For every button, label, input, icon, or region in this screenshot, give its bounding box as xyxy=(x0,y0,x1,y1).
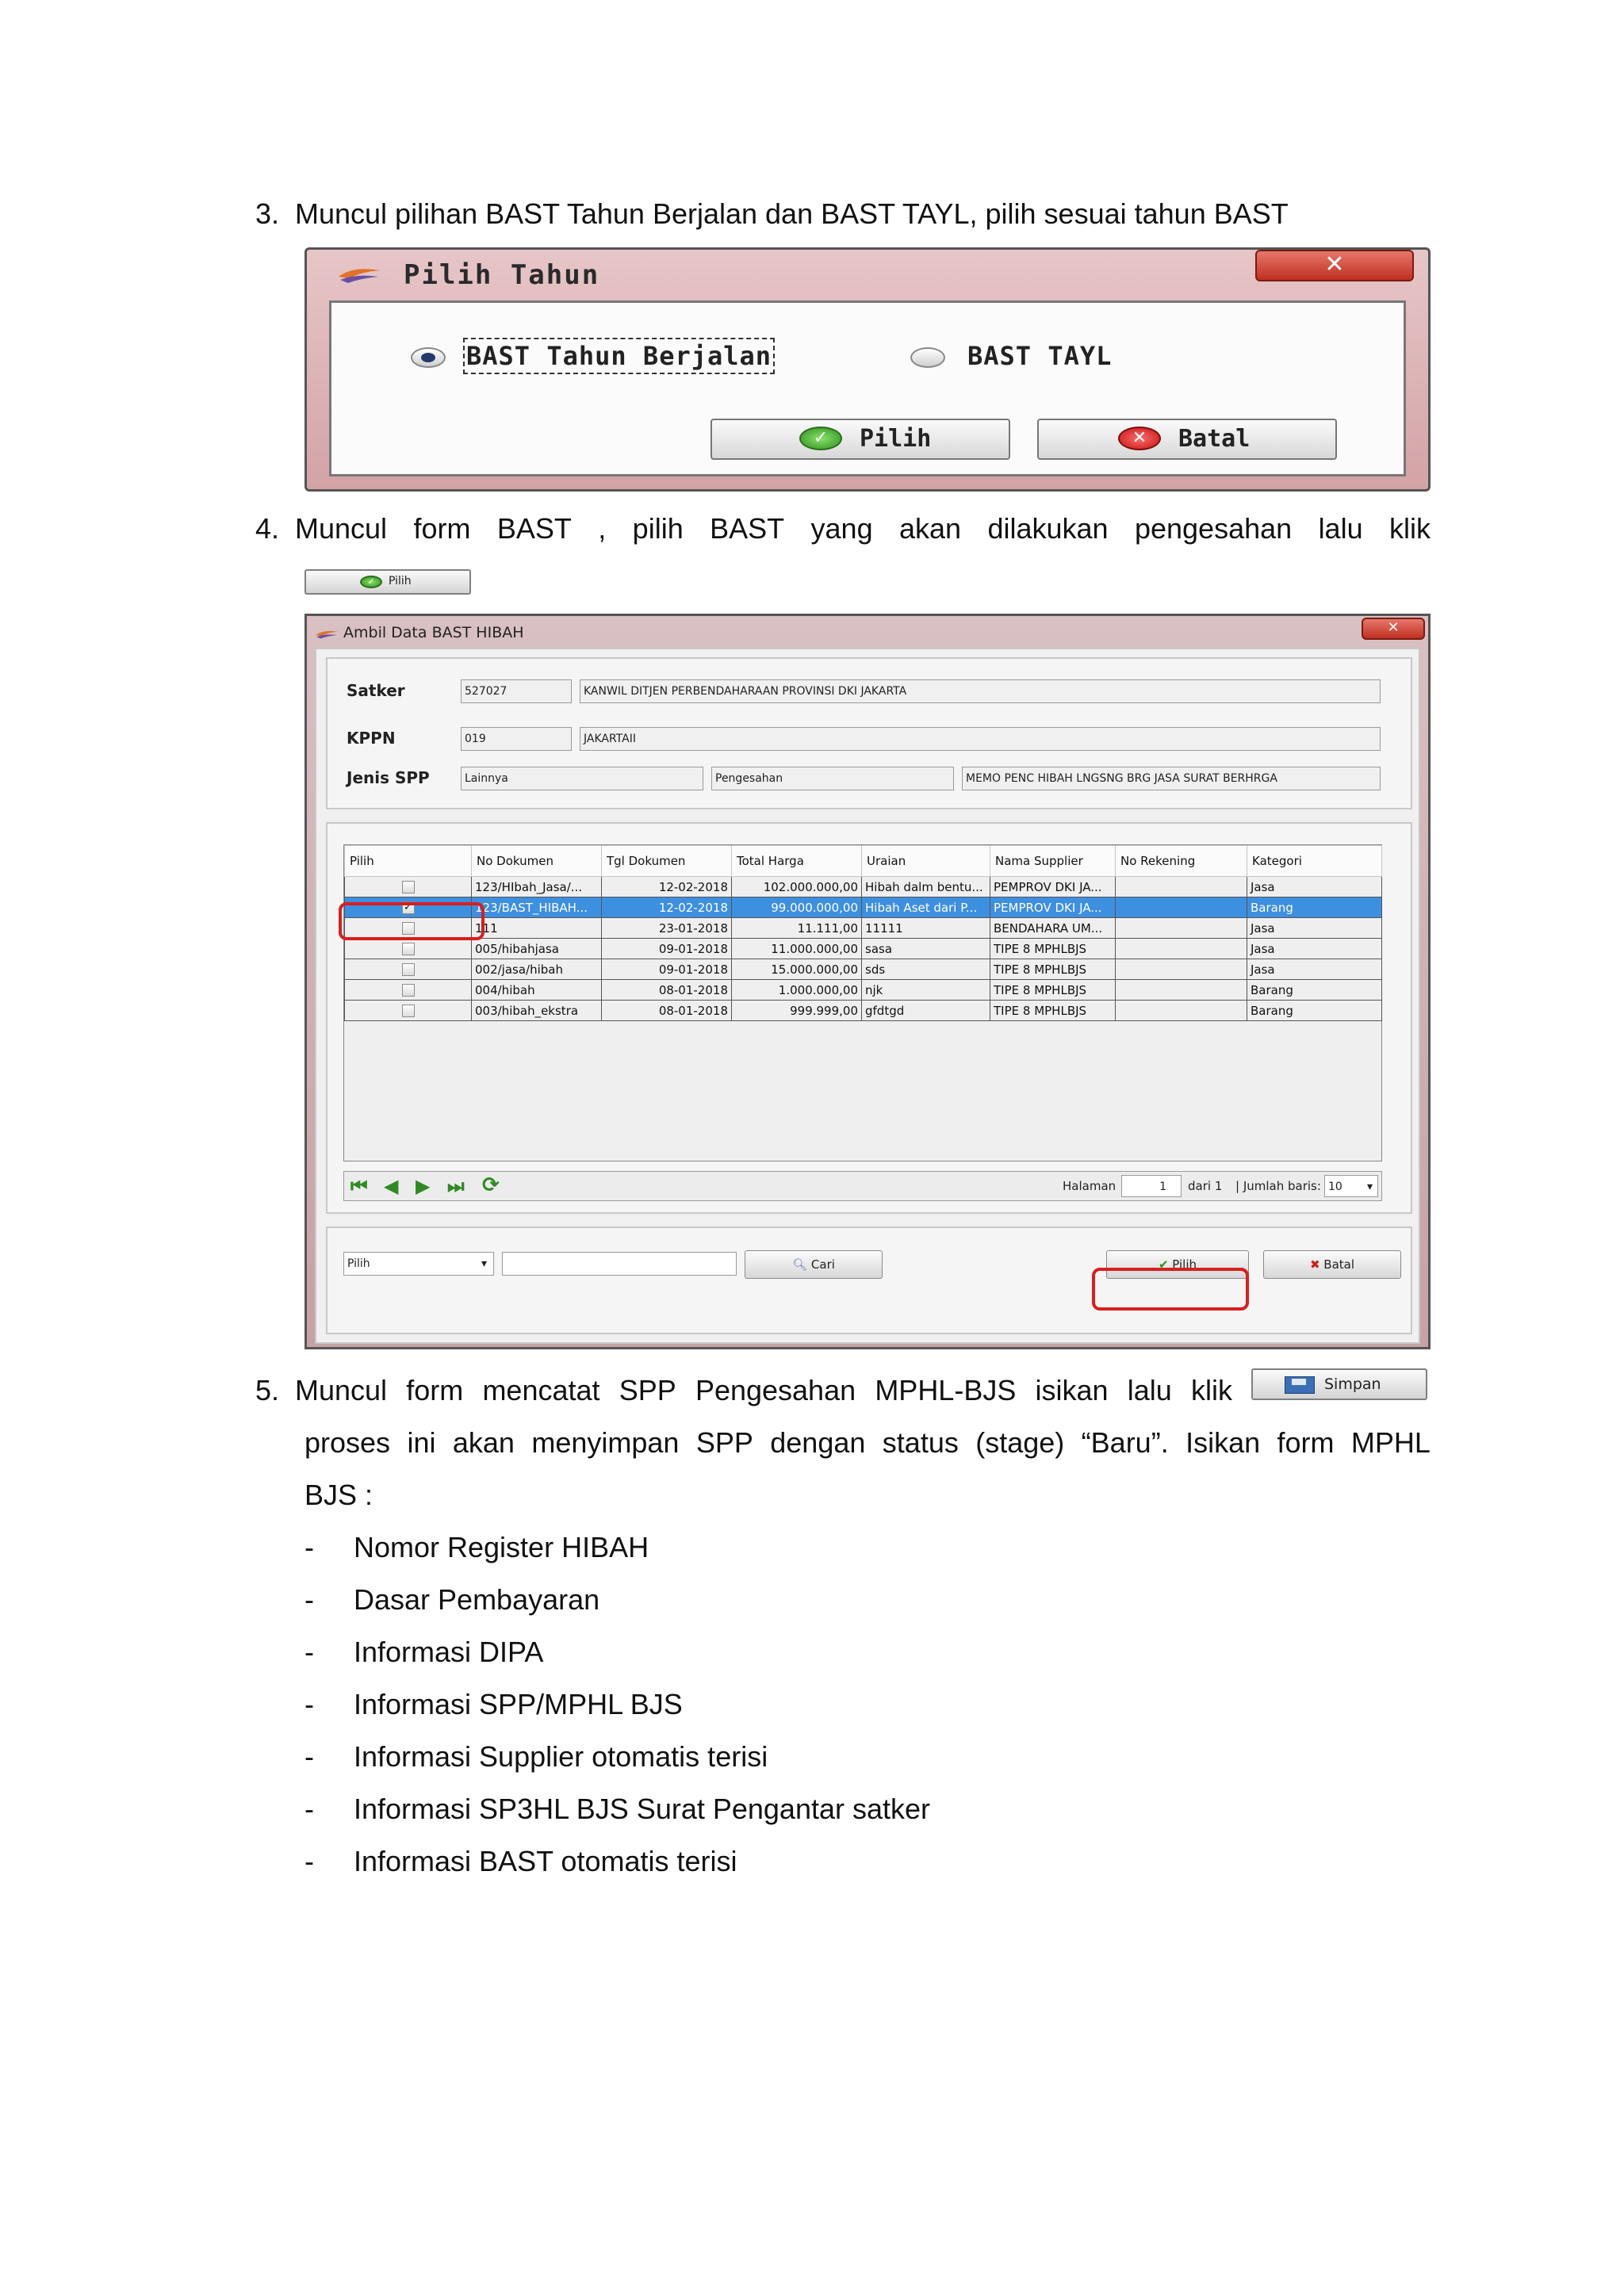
field-satker-name: KANWIL DITJEN PERBENDAHARAAN PROVINSI DKI JAKARTA xyxy=(580,679,1381,703)
batal-button[interactable] xyxy=(1037,419,1337,460)
field-satker-code: 527027 xyxy=(461,679,572,703)
highlight-pilih-button xyxy=(1092,1268,1249,1311)
dari-label: dari 1 xyxy=(1188,1179,1223,1193)
field-jenis-spp-1: Lainnya xyxy=(461,767,703,790)
close-icon: ✕ xyxy=(1324,251,1345,278)
table-row[interactable]: 123/HIbah_Jasa/... 12-02-2018 102.000.000,00 Hibah dalm bentu... PEMPROV DKI JA... Jasa xyxy=(345,877,1382,897)
filter-select-value: Pilih xyxy=(347,1257,370,1270)
pager-bar xyxy=(343,1171,1382,1201)
table-row[interactable]: 002/jasa/hibah 09-01-2018 15.000.000,00 sds TIPE 8 MPHLBJS Jasa xyxy=(345,959,1382,980)
bast-table xyxy=(344,845,1382,1021)
info-panel xyxy=(326,657,1412,809)
ambil-data-bast-dialog xyxy=(304,614,1431,1349)
next-page-icon[interactable]: ▶ xyxy=(416,1175,431,1197)
dialog-title: Ambil Data BAST HIBAH xyxy=(343,624,524,641)
field-jenis-spp-3: MEMO PENC HIBAH LNGSNG BRG JASA SURAT BERHRGA xyxy=(962,767,1381,790)
filter-select[interactable] xyxy=(343,1252,494,1276)
table-panel xyxy=(326,822,1412,1214)
search-icon: 🔍︎ xyxy=(792,1257,811,1272)
step-4-text: Muncul form BAST , pilih BAST yang akan dilakukan pengesahan lalu klik xyxy=(295,512,1431,545)
chevron-down-icon: ▾ xyxy=(481,1257,487,1270)
inline-pilih-label: Pilih xyxy=(389,575,412,587)
dialog-body xyxy=(315,648,1420,1344)
check-icon: ✔ xyxy=(1158,1257,1173,1272)
check-icon: ✓ xyxy=(799,427,842,450)
save-icon xyxy=(1285,1376,1315,1394)
batal-button-label: Batal xyxy=(1178,425,1251,453)
field-kppn-name: JAKARTAII xyxy=(580,727,1381,751)
prev-page-icon[interactable]: ◀ xyxy=(384,1175,399,1197)
step-3-text: Muncul pilihan BAST Tahun Berjalan dan BAST TAYL, pilih sesuai tahun BAST xyxy=(295,197,1289,230)
step-4-number: 4. xyxy=(255,512,280,545)
inline-simpan-button xyxy=(1251,1368,1427,1400)
radio-bast-tahun-berjalan[interactable] xyxy=(411,347,446,368)
close-button[interactable] xyxy=(1255,250,1414,281)
col-no-dokumen[interactable]: No Dokumen xyxy=(472,846,602,877)
step-5-number: 5. xyxy=(255,1374,280,1406)
halaman-input[interactable]: 1 xyxy=(1121,1175,1182,1197)
jumlah-baris-value: 10 xyxy=(1328,1181,1342,1193)
col-uraian[interactable]: Uraian xyxy=(862,846,990,877)
radio-label-bast-tahun-berjalan[interactable]: BAST Tahun Berjalan xyxy=(466,341,772,371)
pilih-button-label: Pilih xyxy=(860,425,932,453)
col-kategori[interactable]: Kategori xyxy=(1247,846,1382,877)
dialog-body xyxy=(329,300,1406,476)
last-page-icon[interactable]: ⏭ xyxy=(447,1175,465,1197)
row-checkbox[interactable] xyxy=(402,963,415,976)
check-icon: ✓ xyxy=(360,576,382,588)
table-row-selected[interactable]: ✓ 123/BAST_HIBAH... 12-02-2018 99.000.000,00 Hibah Aset dari P... PEMPROV DKI JA... Barang xyxy=(345,897,1382,918)
step-5-line-2: proses ini akan menyimpan SPP dengan status (stage) “Baru”. Isikan form MPHL xyxy=(304,1426,1431,1459)
inline-simpan-label: Simpan xyxy=(1324,1376,1381,1393)
radio-label-bast-tayl[interactable]: BAST TAYL xyxy=(967,341,1113,371)
cari-label: Cari xyxy=(810,1257,835,1272)
table-header xyxy=(345,846,1382,877)
refresh-icon[interactable]: ⟳ xyxy=(482,1173,500,1197)
row-checkbox[interactable] xyxy=(402,943,415,955)
action-panel xyxy=(326,1226,1412,1334)
label-kppn: KPPN xyxy=(347,729,396,748)
batal-button[interactable] xyxy=(1263,1250,1401,1279)
field-jenis-spp-2: Pengesahan xyxy=(711,767,954,790)
cancel-icon: ✕ xyxy=(1118,427,1161,450)
col-tgl-dokumen[interactable]: Tgl Dokumen xyxy=(602,846,732,877)
step-5-line-1: Muncul form mencatat SPP Pengesahan MPHL-BJS isikan lalu klik xyxy=(295,1374,1232,1406)
cari-button[interactable] xyxy=(745,1250,883,1279)
row-checkbox-checked[interactable]: ✓ xyxy=(402,901,415,914)
search-input[interactable] xyxy=(502,1252,737,1276)
label-jenis-spp: Jenis SPP xyxy=(347,768,430,787)
close-button[interactable] xyxy=(1362,618,1425,640)
step-3-number: 3. xyxy=(255,197,280,230)
pilih-button[interactable] xyxy=(710,419,1010,460)
radio-bast-tayl[interactable] xyxy=(910,347,945,368)
inline-pilih-button xyxy=(304,569,471,595)
data-grid xyxy=(343,844,1382,1161)
halaman-label: Halaman xyxy=(1063,1179,1116,1193)
app-logo-icon xyxy=(315,629,339,640)
jumlah-baris-select[interactable] xyxy=(1324,1175,1378,1197)
jumlah-label: | Jumlah baris: xyxy=(1235,1179,1321,1193)
highlight-checkbox xyxy=(339,902,485,940)
col-no-rekening[interactable]: No Rekening xyxy=(1116,846,1247,877)
label-satker: Satker xyxy=(347,681,405,700)
col-nama-supplier[interactable]: Nama Supplier xyxy=(990,846,1116,877)
row-checkbox[interactable] xyxy=(402,1004,415,1017)
close-icon: ✕ xyxy=(1387,619,1400,636)
table-row[interactable]: 003/hibah_ekstra 08-01-2018 999.999,00 gfdtgd TIPE 8 MPHLBJS Barang xyxy=(345,1001,1382,1021)
row-checkbox[interactable] xyxy=(402,984,415,997)
pilih-tahun-dialog xyxy=(304,247,1431,492)
col-total-harga[interactable]: Total Harga xyxy=(732,846,862,877)
col-pilih[interactable]: Pilih xyxy=(345,846,472,877)
field-kppn-code: 019 xyxy=(461,727,572,751)
table-row[interactable]: 005/hibahjasa 09-01-2018 11.000.000,00 sasa TIPE 8 MPHLBJS Jasa xyxy=(345,939,1382,959)
chevron-down-icon: ▾ xyxy=(1366,1181,1373,1193)
table-row[interactable]: 004/hibah 08-01-2018 1.000.000,00 njk TIPE 8 MPHLBJS Barang xyxy=(345,980,1382,1001)
table-row[interactable]: 111 23-01-2018 11.111,00 11111 BENDAHARA UM... Jasa xyxy=(345,918,1382,939)
batal-label: Batal xyxy=(1323,1257,1355,1272)
pilih-label: Pilih xyxy=(1172,1257,1197,1272)
cancel-icon: ✖ xyxy=(1309,1257,1324,1272)
app-logo-icon xyxy=(337,266,381,285)
first-page-icon[interactable]: ⏮ xyxy=(350,1175,368,1197)
step-5-line-3: BJS : xyxy=(304,1479,373,1511)
row-checkbox[interactable] xyxy=(402,881,415,894)
dialog-title: Pilih Tahun xyxy=(404,259,600,291)
